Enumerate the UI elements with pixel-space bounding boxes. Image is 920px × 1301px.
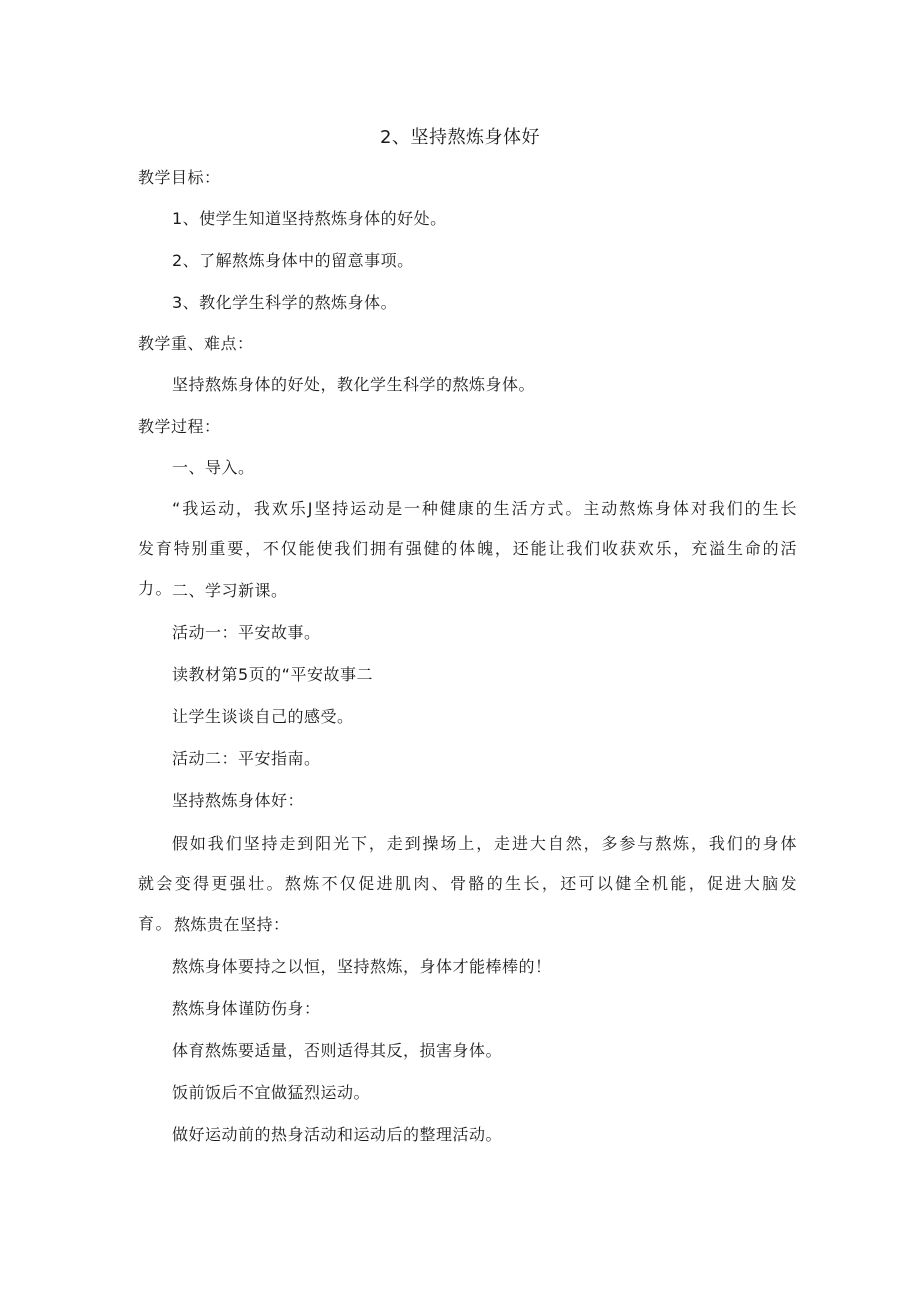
persistence-text: 熬炼身体要持之以恒，坚持熬炼，身体才能棒棒的！ [172,957,552,976]
objective-item-2: 2、了解熬炼身体中的留意事项。 [172,251,414,270]
document-title: 2、坚持熬炼身体好 [380,127,540,148]
section-heading-objectives: 教学目标： [138,168,221,187]
subheading-persistence: 熬炼贵在坚持： [174,915,290,934]
injury-tip-1: 体育熬炼要适量，否则适得其反，损害身体。 [172,1041,503,1060]
objective-item-3: 3、教化学生科学的熬炼身体。 [172,293,398,312]
intro-paragraph: “我运动，我欢乐J坚持运动是一种健康的生活方式。主动熬炼身体对我们的生长发育特别重要，不仅能使我们拥有强健的体魄，还能让我们收获欢乐，充溢生命的活力。 [138,499,798,598]
key-points-text: 坚持熬炼身体的好处，教化学生科学的熬炼身体。 [172,375,536,394]
section-heading-process: 教学过程： [138,417,221,436]
activity-1-reading: 读教材第5页的“平安故事二 [172,665,373,684]
step-heading-new-lesson: 二、学习新课。 [172,581,288,600]
step-heading-intro: 一、导入。 [172,458,255,477]
activity-2-heading: 活动二：平安指南。 [172,749,321,768]
objective-item-1: 1、使学生知道坚持熬炼身体的好处。 [172,209,447,228]
exercise-benefit-paragraph: 假如我们坚持走到阳光下，走到操场上，走进大自然，多参与熬炼，我们的身体就会变得更强壮。熬炼不仅促进肌肉、骨骼的生长，还可以健全机能，促进大脑发育。 [138,834,798,933]
injury-tip-2: 饭前饭后不宜做猛烈运动。 [172,1083,371,1102]
injury-tip-3: 做好运动前的热身活动和运动后的整理活动。 [172,1125,503,1144]
section-heading-key-points: 教学重、难点： [138,334,254,353]
activity-1-heading: 活动一：平安故事。 [172,623,321,642]
subheading-exercise-good: 坚持熬炼身体好： [172,791,305,810]
activity-1-discussion: 让学生谈谈自己的感受。 [172,707,354,726]
subheading-injury-prevention: 熬炼身体谨防伤身： [172,999,321,1018]
